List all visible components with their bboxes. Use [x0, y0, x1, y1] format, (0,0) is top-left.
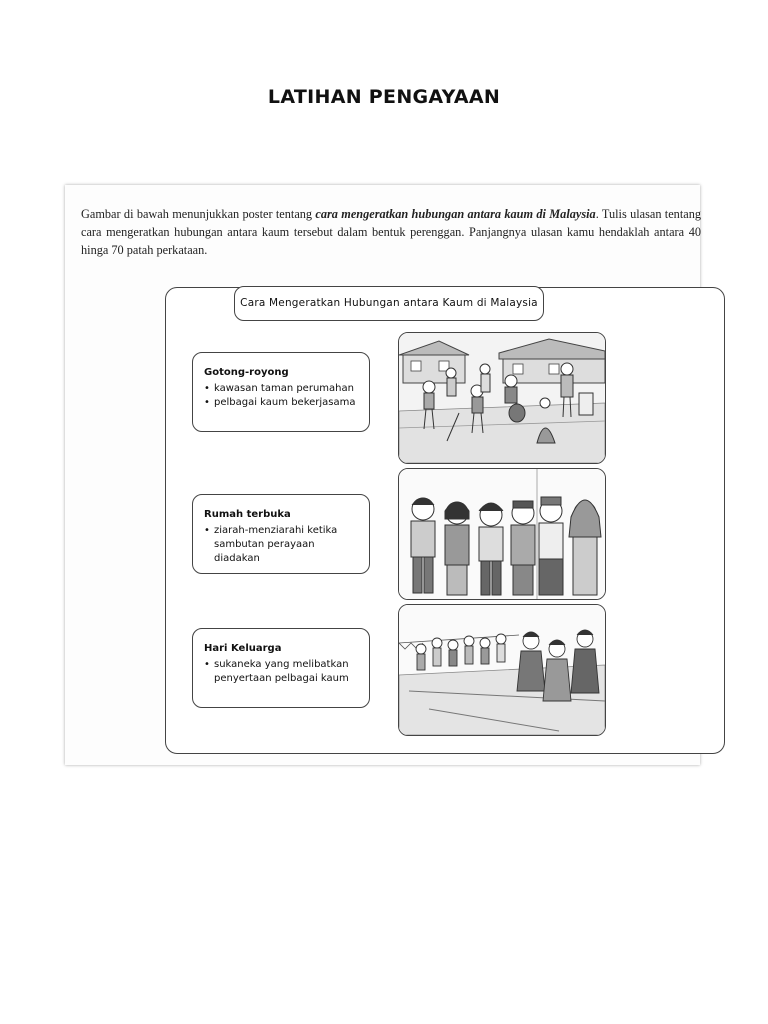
worksheet-scan [65, 185, 700, 765]
bullet-item: • kawasan taman perumahan [204, 382, 364, 396]
poster-title: Cara Mengeratkan Hubungan antara Kaum di Malaysia [234, 286, 544, 321]
section-box-rumah-terbuka [192, 494, 370, 574]
instructions [81, 205, 701, 259]
bullet-item: • pelbagai kaum bekerjasama [204, 396, 364, 410]
gotong-royong-drawing [399, 333, 605, 463]
sack-race-drawing [399, 605, 605, 735]
open-house-drawing [399, 469, 605, 599]
bullet-item: • ziarah-menziarahi ketika sambutan perayaan diadakan [204, 524, 354, 566]
instructions-emphasis: cara mengeratkan hubungan antara kaum di Malaysia [315, 207, 596, 221]
sack-race-illustration [398, 604, 606, 736]
gotong-royong-illustration [398, 332, 606, 464]
section-heading: Hari Keluarga [204, 643, 282, 654]
bullet-item: • sukaneka yang melibatkan penyertaan pelbagai kaum [204, 658, 364, 686]
section-bullets [204, 658, 364, 686]
section-bullets [204, 382, 364, 410]
open-house-illustration [398, 468, 606, 600]
section-bullets [204, 524, 354, 566]
section-heading: Gotong-royong [204, 367, 289, 378]
instructions-after: . Tulis ulasan tentang cara mengeratkan hubungan antara kaum tersebut dalam bentuk perenggan. Panjangnya ulasan kamu hendaklah antara 40 hinga 70 patah perkataan. [81, 207, 702, 257]
section-box-gotong-royong [192, 352, 370, 432]
section-box-hari-keluarga [192, 628, 370, 708]
instructions-before: Gambar di bawah menunjukkan poster tentang [81, 207, 316, 221]
poster [165, 287, 725, 754]
section-heading: Rumah terbuka [204, 509, 291, 520]
page-title: LATIHAN PENGAYAAN [267, 86, 501, 108]
